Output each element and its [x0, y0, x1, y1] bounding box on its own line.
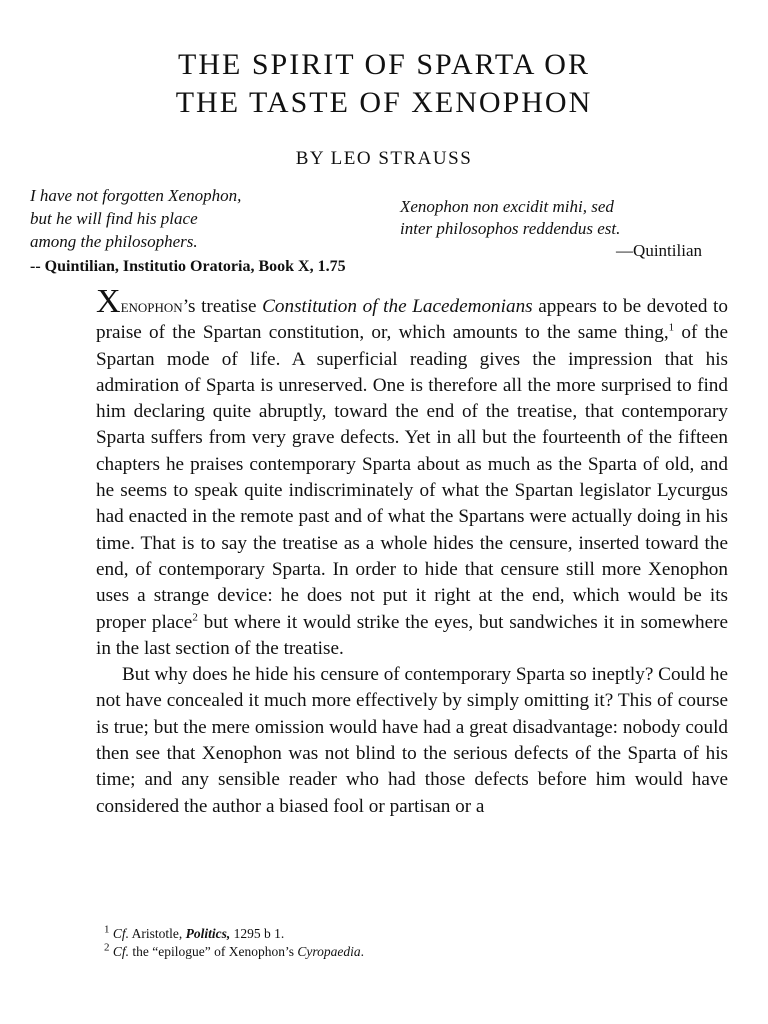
- footnote-ref-1: 1: [668, 321, 675, 334]
- footnote-work: Cyropaedia: [297, 944, 361, 959]
- paragraph-2: But why does he hide his censure of contemporary Sparta so ineptly? Could he not have concealed it much more effectively by simply omitting it? This of course is true; but the mere omission would have had a great disadvantage: nobody could then see that Xenophon was not blind to the serious defects of the Sparta of his time; and any sensible reader who had those defects before him would have considered the author a biased fool or partisan or a: [96, 664, 728, 817]
- work-title: Constitution of the Lacedemonians: [262, 296, 533, 317]
- article-title: [0, 46, 768, 122]
- footnote-text: 1295 b 1.: [230, 926, 285, 941]
- epigraph-english-line: but he will find his place: [30, 209, 198, 228]
- paragraph-1: [96, 283, 728, 662]
- epigraph-latin-line: inter philosophos reddendus est.: [400, 219, 621, 238]
- footnote-cf: Cf.: [112, 944, 130, 959]
- epigraph-latin: [400, 196, 740, 262]
- epigraph-latin-attribution: —Quintilian: [616, 241, 702, 260]
- epigraph-english-line: among the philosophers.: [30, 232, 198, 251]
- title-line-1: THE SPIRIT OF SPARTA OR: [178, 48, 590, 81]
- epigraph-english: [30, 184, 310, 253]
- footnote-text: .: [360, 944, 364, 959]
- footnote-number: 1: [104, 923, 110, 936]
- text-run: appears to be devoted to praise of the Spartan constitution, or, which amounts to the same thing,: [96, 296, 728, 344]
- footnote-1: [104, 925, 724, 943]
- drop-cap: X: [96, 283, 121, 320]
- footnote-cf: Cf.: [112, 926, 130, 941]
- footnote-2: [104, 943, 724, 961]
- article-body: [96, 283, 728, 820]
- text-run: of the Spartan mode of life. A superficial reading gives the impression that his admiration of Sparta is unreserved. One is therefore all the more surprised to find him declaring quite abruptly, toward the end of the treatise, that contemporary Sparta suffers from very grave defects. Yet in all but the fourteenth of the fifteen chapters he praises contemporary Sparta about as much as the Sparta of old, and he seems to speak quite indiscriminately of what the Spartan legislator Lycurgus had enacted in the remote past and of what the Spartans were actually doing in his time. That is to say the treatise as a whole hides the censure, inserted toward the end, of contemporary Sparta. In order to hide that censure still more Xenophon uses a strange device: he does not put it right at the end, which would be its proper place: [96, 322, 728, 633]
- epigraph-english-attribution: -- Quintilian, Institutio Oratoria, Book X, 1.75: [30, 258, 346, 275]
- footnote-ref-2: 2: [192, 611, 198, 624]
- title-line-2: THE TASTE OF XENOPHON: [175, 86, 593, 119]
- footnotes: [104, 925, 724, 961]
- text-run: ’s treatise: [182, 296, 263, 317]
- epigraph-latin-line: Xenophon non excidit mihi, sed: [400, 197, 614, 216]
- text-run: but where it would strike the eyes, but sandwiches it in somewhere in the last section of the treatise.: [96, 611, 728, 659]
- author-byline: BY LEO STRAUSS: [295, 148, 473, 169]
- footnote-number: 2: [104, 941, 110, 954]
- footnote-text: Aristotle,: [129, 926, 186, 941]
- drop-cap-continuation: enophon: [120, 296, 183, 317]
- footnote-work: Politics,: [185, 926, 231, 941]
- epigraph-english-line: I have not forgotten Xenophon,: [30, 186, 242, 205]
- footnote-text: the “epilogue” of Xenophon’s: [129, 944, 298, 959]
